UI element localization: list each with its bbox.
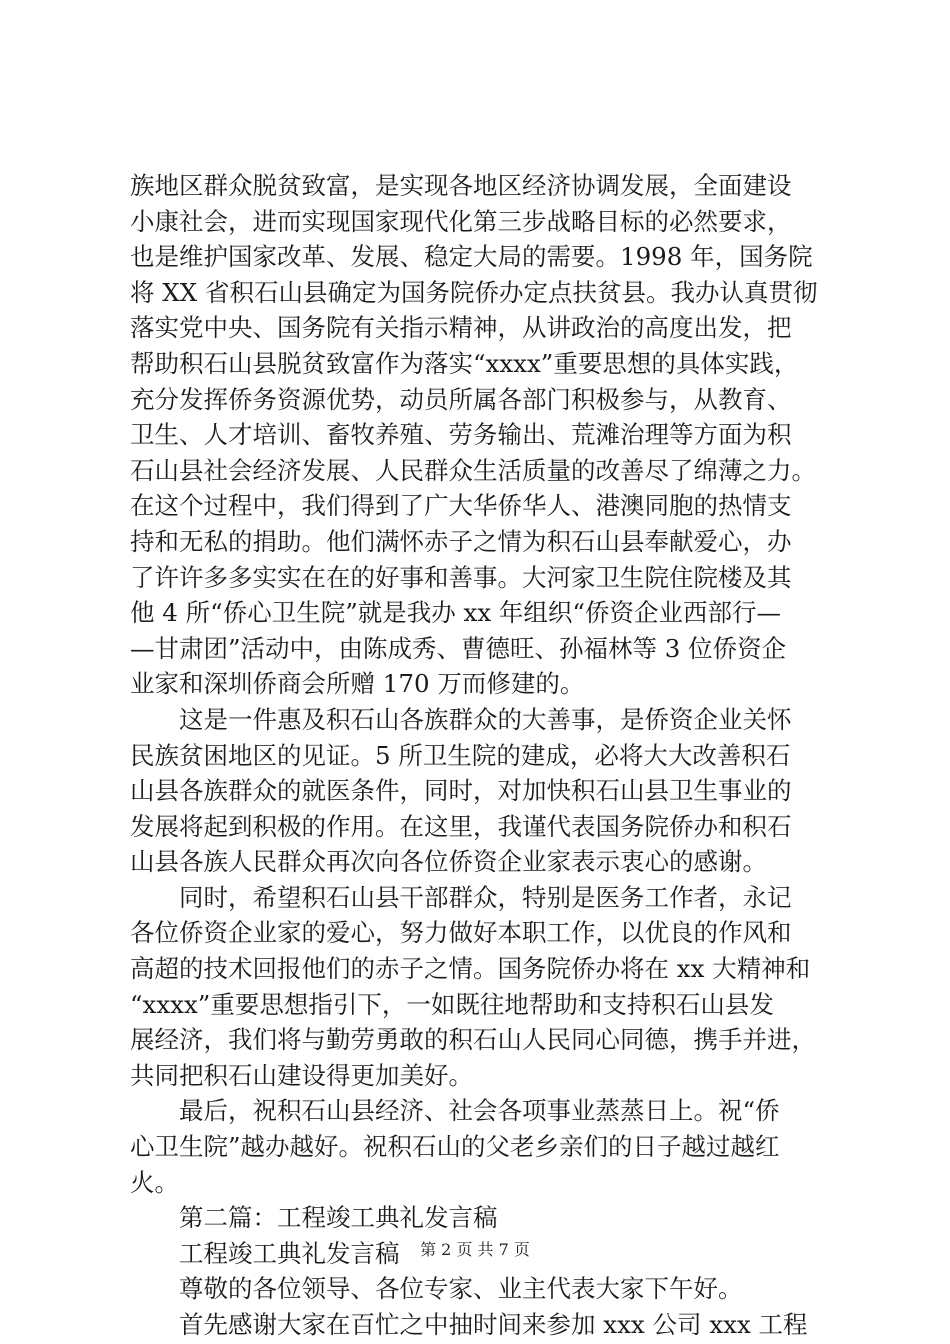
text-line: 充分发挥侨务资源优势，动员所属各部门积极参与，从教育、 (130, 384, 792, 414)
text-line: 各位侨资企业家的爱心，努力做好本职工作，以优良的作风和 (130, 918, 792, 948)
text-line: 帮助积石山县脱贫致富作为落实“xxxx”重要思想的具体实践， (130, 348, 799, 378)
text-line: —甘肃团”活动中，由陈成秀、曹德旺、孙福林等 3 位侨资企 (130, 633, 787, 663)
text-line: 尊敬的各位领导、各位专家、业主代表大家下午好。 (130, 1274, 743, 1304)
text-line: 共同把积石山建设得更加美好。 (130, 1060, 473, 1090)
text-line: 了许许多多实实在在的好事和善事。大河家卫生院住院楼及其 (130, 562, 792, 592)
text-line: 首先感谢大家在百忙之中抽时间来参加 xxx 公司 xxx 工程 (130, 1310, 808, 1339)
text-line: 发展将起到积极的作用。在这里，我谨代表国务院侨办和积石 (130, 811, 792, 841)
text-line: 他 4 所“侨心卫生院”就是我办 xx 年组织“侨资企业西部行— (130, 598, 781, 628)
text-line: 族地区群众脱贫致富，是实现各地区经济协调发展，全面建设 (130, 171, 792, 200)
text-line: 业家和深圳侨商会所赠 170 万而修建的。 (130, 669, 585, 699)
text-line: 高超的技术回报他们的赤子之情。国务院侨办将在 xx 大精神和 (130, 954, 811, 984)
text-line: 也是维护国家改革、发展、稳定大局的需要。1998 年，国务院 (130, 242, 813, 272)
text-line: 石山县社会经济发展、人民群众生活质量的改善尽了绵薄之力。 (130, 455, 816, 485)
text-line: 民族贫困地区的见证。5 所卫生院的建成，必将大大改善积石 (130, 740, 791, 770)
text-line: 山县各族人民群众再次向各位侨资企业家表示衷心的感谢。 (130, 847, 767, 877)
text-line: “xxxx”重要思想指引下，一如既往地帮助和支持积石山县发 (130, 989, 774, 1019)
text-line: 心卫生院”越办越好。祝积石山的父老乡亲们的日子越过越红 (130, 1132, 780, 1162)
text-line: 山县各族群众的就医条件，同时，对加快积石山县卫生事业的 (130, 776, 792, 806)
document-body (130, 168, 842, 1343)
text-line: 落实党中央、国务院有关指示精神，从讲政治的高度出发，把 (130, 313, 792, 343)
text-line: 将 XX 省积石山县确定为国务院侨办定点扶贫县。我办认真贯彻 (130, 277, 818, 307)
text-line: 同时，希望积石山县干部群众，特别是医务工作者，永记 (130, 882, 792, 912)
text-line: 火。 (130, 1167, 179, 1197)
text-line: 工程竣工典礼发言稿 (130, 1238, 400, 1268)
text-line: 这是一件惠及积石山各族群众的大善事，是侨资企业关怀 (130, 704, 792, 734)
text-line: 在这个过程中，我们得到了广大华侨华人、港澳同胞的热情支 (130, 491, 792, 521)
text-line: 持和无私的捐助。他们满怀赤子之情为积石山县奉献爱心，办 (130, 526, 792, 556)
text-line: 展经济，我们将与勤劳勇敢的积石山人民同心同德，携手并进， (130, 1025, 816, 1055)
text-line: 卫生、人才培训、畜牧养殖、劳务输出、荒滩治理等方面为积 (130, 420, 792, 450)
text-line: 小康社会，进而实现国家现代化第三步战略目标的必然要求， (130, 206, 792, 236)
text-line: 第二篇：工程竣工典礼发言稿 (130, 1203, 498, 1233)
text-line: 最后，祝积石山县经济、社会各项事业蒸蒸日上。祝“侨 (130, 1096, 780, 1126)
page-footer: 第 2 页 共 7 页 (420, 1240, 530, 1259)
